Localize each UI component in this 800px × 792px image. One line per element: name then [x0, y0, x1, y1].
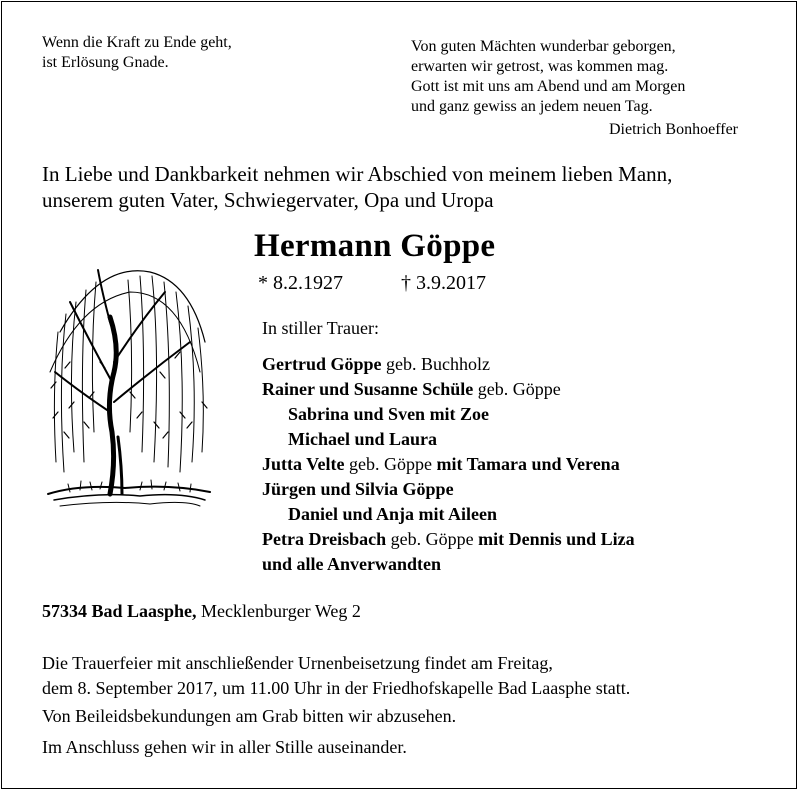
deceased-name: Hermann Göppe: [254, 228, 496, 264]
family-note: geb. Buchholz: [381, 354, 490, 374]
intro-line: In Liebe und Dankbarkeit nehmen wir Abschied von meinem lieben Mann,: [42, 162, 673, 186]
quote-right: [411, 37, 685, 117]
family-name: Rainer und Susanne Schüle: [262, 379, 474, 399]
family-row: [262, 502, 635, 527]
address-street: Mecklenburger Weg 2: [196, 601, 361, 621]
life-dates: [258, 272, 486, 295]
quote-right-line: Gott ist mit uns am Abend und am Morgen: [411, 78, 686, 95]
family-name: Gertrud Göppe: [262, 354, 382, 374]
family-row: [262, 352, 635, 377]
family-row: [262, 377, 635, 402]
quote-left: [42, 33, 232, 73]
family-name: Daniel und Anja mit Aileen: [288, 504, 498, 524]
family-row: [262, 527, 635, 552]
family-name: und alle Anverwandten: [262, 554, 442, 574]
quote-author: Dietrich Bonhoeffer: [609, 121, 738, 138]
family-name: Michael und Laura: [288, 429, 438, 449]
condolence-note: Von Beileidsbekundungen am Grab bitten wir abzusehen.: [42, 706, 457, 726]
quote-right-line: und ganz gewiss an jedem neuen Tag.: [411, 98, 653, 115]
family-name: mit Dennis und Liza: [478, 529, 635, 549]
family-list: [262, 352, 635, 577]
mourning-label: In stiller Trauer:: [262, 318, 379, 338]
birth-date: * 8.2.1927: [258, 272, 343, 294]
quote-left-line: ist Erlösung Gnade.: [42, 54, 169, 71]
family-name: mit Tamara und Verena: [436, 454, 620, 474]
family-name: Jürgen und Silvia Göppe: [262, 479, 454, 499]
weeping-willow-icon: [40, 262, 215, 512]
quote-left-line: Wenn die Kraft zu Ende geht,: [42, 34, 232, 51]
quote-right-line: Von guten Mächten wunderbar geborgen,: [411, 38, 676, 55]
family-note: geb. Göppe: [344, 454, 437, 474]
family-name: Sabrina und Sven mit Zoe: [288, 404, 490, 424]
final-note: Im Anschluss gehen wir in aller Stille auseinander.: [42, 737, 407, 757]
death-date: † 3.9.2017: [401, 272, 486, 294]
family-row: [262, 402, 635, 427]
family-row: [262, 552, 635, 577]
family-note: geb. Göppe: [473, 379, 561, 399]
family-note: geb. Göppe: [386, 529, 479, 549]
family-name: Jutta Velte: [262, 454, 345, 474]
address-city: 57334 Bad Laasphe,: [42, 601, 197, 621]
family-name: Petra Dreisbach: [262, 529, 387, 549]
intro-text: [42, 161, 672, 213]
service-line: dem 8. September 2017, um 11.00 Uhr in der Friedhofskapelle Bad Laasphe statt.: [42, 678, 631, 698]
family-row: [262, 452, 635, 477]
service-info: [42, 651, 630, 701]
address: [42, 601, 361, 622]
service-line: Die Trauerfeier mit anschließender Urnenbeisetzung findet am Freitag,: [42, 653, 553, 673]
quote-right-line: erwarten wir getrost, was kommen mag.: [411, 58, 669, 75]
intro-line: unserem guten Vater, Schwiegervater, Opa und Uropa: [42, 188, 494, 212]
family-row: [262, 477, 635, 502]
family-row: [262, 427, 635, 452]
